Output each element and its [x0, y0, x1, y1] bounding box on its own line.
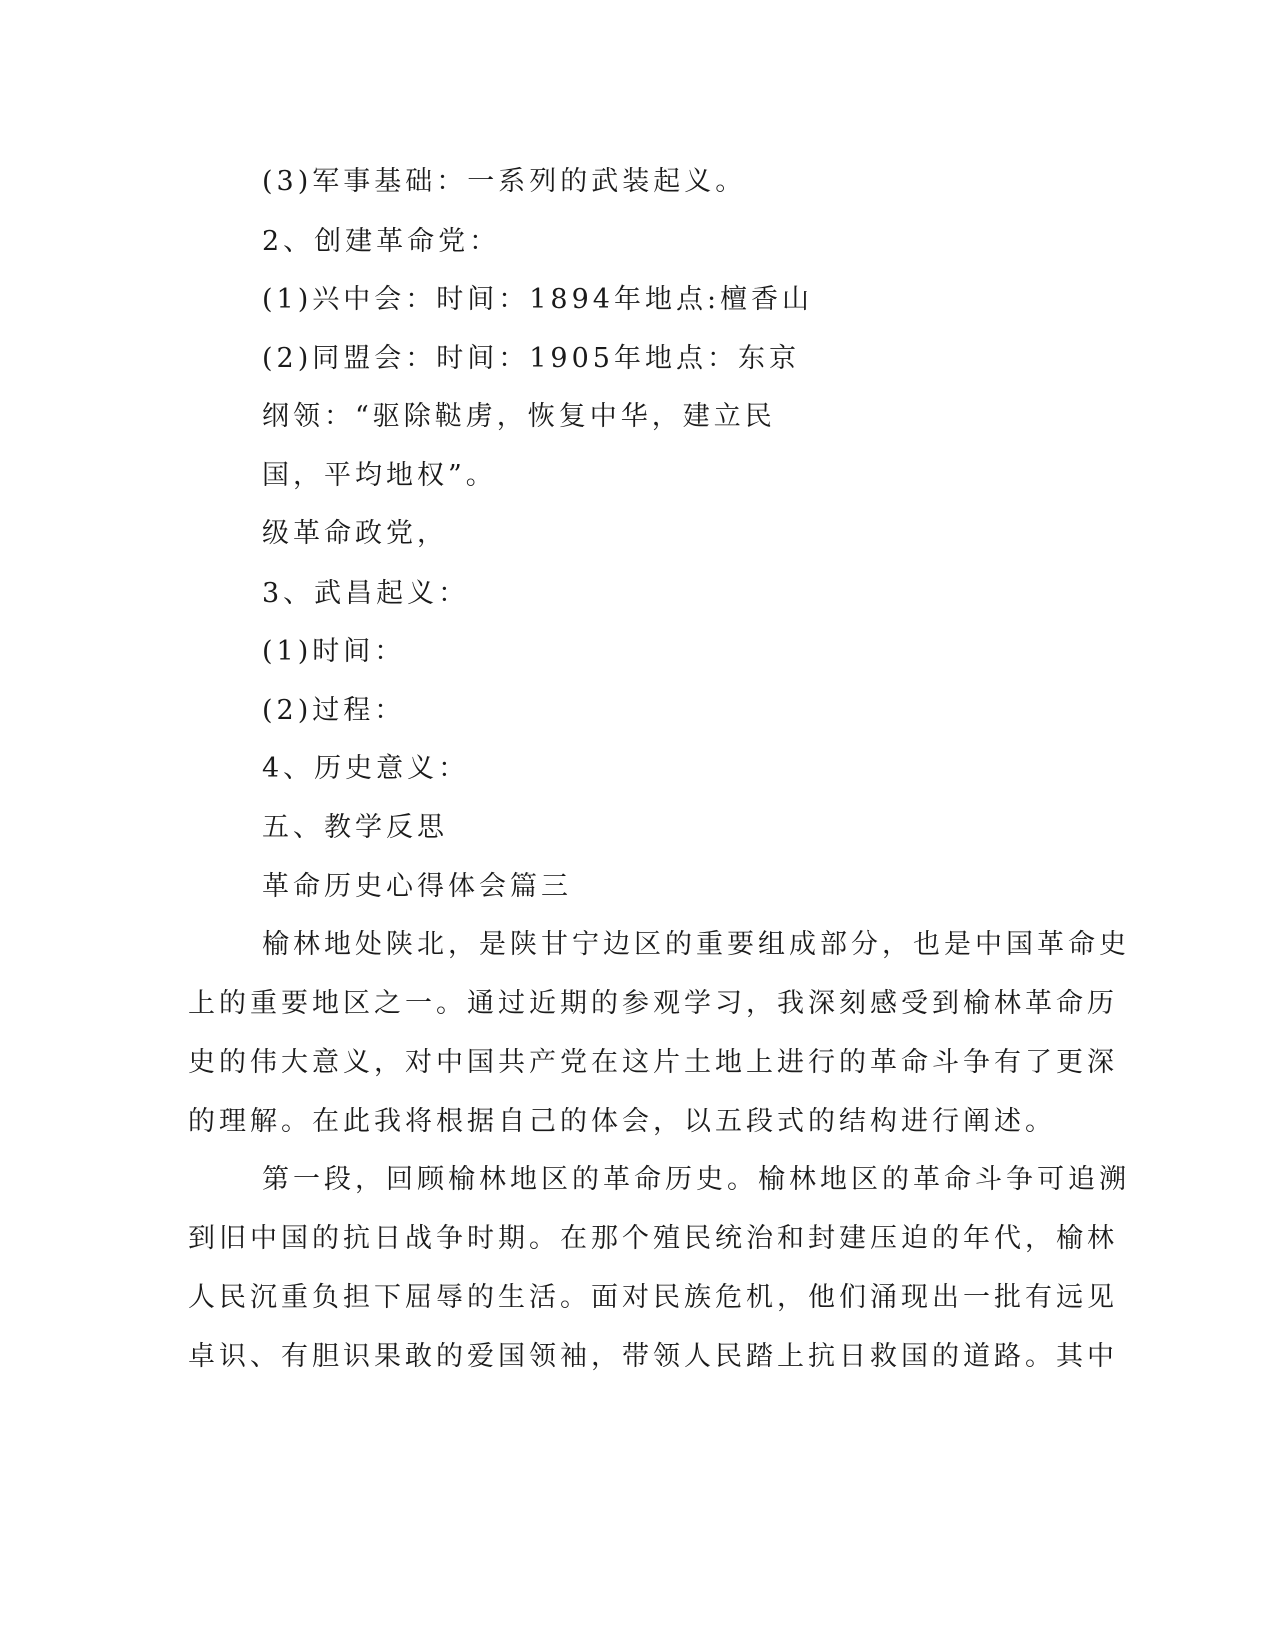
essay-p2-line: 到旧中国的抗日战争时期。在那个殖民统治和封建压迫的年代，榆林: [188, 1223, 1118, 1254]
essay-title: 革命历史心得体会篇三: [262, 871, 572, 902]
outline-heading-found-party: 2、创建革命党：: [262, 226, 501, 257]
outline-party-line: 级革命政党，: [262, 518, 448, 549]
outline-program-line-1: 纲领：“驱除鞑虏，恢复中华，建立民: [262, 401, 776, 432]
outline-heading-wuchang: 3、武昌起义：: [262, 578, 470, 609]
essay-p1-line: 上的重要地区之一。通过近期的参观学习，我深刻感受到榆林革命历: [188, 988, 1118, 1019]
outline-heading-significance: 4、历史意义：: [262, 753, 470, 784]
outline-heading-reflection: 五、教学反思: [262, 812, 448, 843]
outline-item-time: (1)时间：: [262, 636, 406, 667]
essay-p1-line: 的理解。在此我将根据自己的体会，以五段式的结构进行阐述。: [188, 1106, 1056, 1137]
essay-p1-line: 榆林地处陕北，是陕甘宁边区的重要组成部分，也是中国革命史: [262, 929, 1130, 960]
outline-item-xingzhonghui: (1)兴中会：时间：1894年地点:檀香山: [262, 284, 814, 315]
essay-p2-line: 第一段，回顾榆林地区的革命历史。榆林地区的革命斗争可追溯: [262, 1164, 1130, 1195]
essay-p2-line: 人民沉重负担下屈辱的生活。面对民族危机，他们涌现出一批有远见: [188, 1282, 1118, 1313]
outline-item-process: (2)过程：: [262, 695, 406, 726]
essay-p2-line: 卓识、有胆识果敢的爱国领袖，带领人民踏上抗日救国的道路。其中: [188, 1341, 1118, 1372]
outline-item-tongmenghui: (2)同盟会：时间：1905年地点：东京: [262, 343, 800, 374]
essay-p1-line: 史的伟大意义，对中国共产党在这片土地上进行的革命斗争有了更深: [188, 1047, 1118, 1078]
outline-item-military-basis: (3)军事基础：一系列的武装起义。: [262, 166, 747, 197]
outline-program-line-2: 国，平均地权”。: [262, 460, 497, 491]
